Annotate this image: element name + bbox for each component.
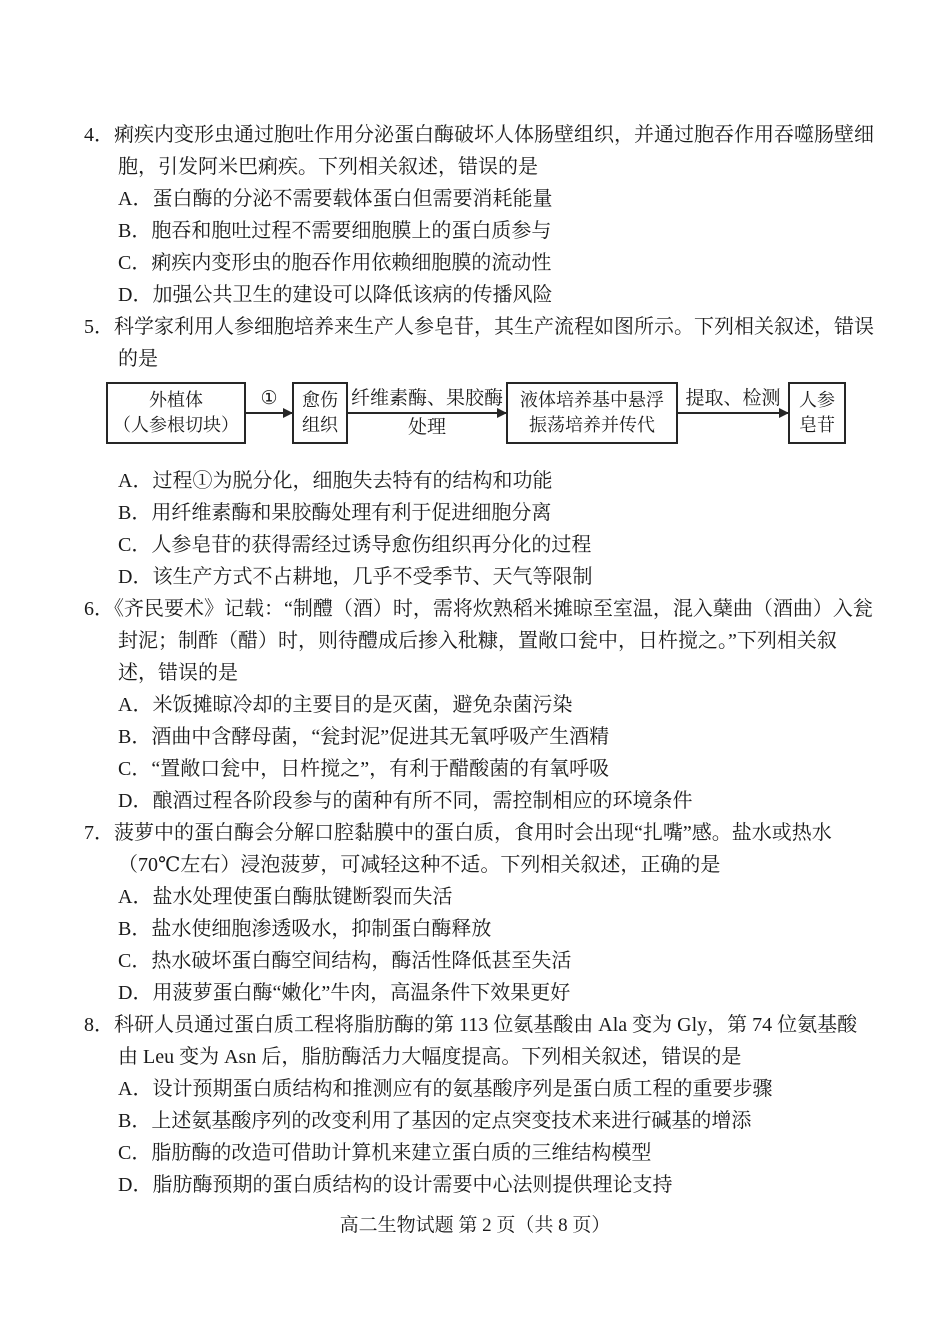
question-5-stem [84, 311, 876, 375]
option-text: 设计预期蛋白质结构和推测应有的氨基酸序列是蛋白质工程的重要步骤 [152, 1078, 773, 1100]
question-6-option-c [84, 753, 876, 785]
flow-box-line: 外植体 [149, 390, 203, 410]
option-label: B． [118, 918, 152, 940]
question-6-number: 6． [84, 598, 114, 620]
question-7-option-d [84, 977, 876, 1009]
option-text: 该生产方式不占耕地，几乎不受季节、天气等限制 [152, 566, 593, 588]
option-label: B． [118, 220, 152, 242]
option-text: 加强公共卫生的建设可以降低该病的传播风险 [152, 284, 553, 306]
option-label: D． [118, 566, 153, 588]
question-6 [84, 593, 876, 817]
option-label: B． [118, 726, 152, 748]
question-8-stem [84, 1009, 876, 1073]
option-text: 酿酒过程各阶段参与的菌种有所不同，需控制相应的环境条件 [152, 790, 693, 812]
question-5-option-a [84, 465, 876, 497]
question-7-option-b [84, 913, 876, 945]
option-text: 脂肪酶预期的蛋白质结构的设计需要中心法则提供理论支持 [152, 1174, 673, 1196]
question-7-stem-text: 菠萝中的蛋白酶会分解口腔黏膜中的蛋白质，食用时会出现“扎嘴”感。盐水或热水（70℃左右）浸泡菠萝，可减轻这种不适。下列相关叙述，正确的是 [114, 822, 832, 876]
question-5-option-d [84, 561, 876, 593]
question-8-number: 8． [84, 1014, 114, 1036]
flow-arrow-1-top-label: ① [260, 388, 278, 409]
question-5-stem-text: 科学家利用人参细胞培养来生产人参皂苷，其生产流程如图所示。下列相关叙述，错误的是 [114, 316, 874, 370]
option-text: 人参皂苷的获得需经过诱导愈伤组织再分化的过程 [151, 534, 592, 556]
question-5-number: 5． [84, 316, 114, 338]
flow-box-line: 皂苷 [799, 415, 835, 435]
flow-box-explant [106, 382, 246, 444]
right-arrow-icon [348, 412, 506, 414]
option-label: C． [118, 252, 152, 274]
option-text: 上述氨基酸序列的改变利用了基因的定点突变技术来进行碱基的增添 [151, 1110, 752, 1132]
option-label: A． [118, 1078, 153, 1100]
option-text: 盐水使细胞渗透吸水，抑制蛋白酶释放 [151, 918, 492, 940]
flow-box-line: 液体培养基中悬浮 [520, 390, 664, 410]
option-label: C． [118, 1142, 152, 1164]
production-flow-diagram [106, 382, 876, 444]
question-8-option-c [84, 1137, 876, 1169]
flow-box-line: 人参 [799, 390, 835, 410]
question-4-number: 4． [84, 124, 114, 146]
flow-box-line: （人参根切块） [113, 415, 239, 435]
option-text: 脂肪酶的改造可借助计算机来建立蛋白质的三维结构模型 [151, 1142, 652, 1164]
question-4-stem-text: 痢疾内变形虫通过胞吐作用分泌蛋白酶破坏人体肠壁组织，并通过胞吞作用吞噬肠壁细胞，引发阿米巴痢疾。下列相关叙述，错误的是 [114, 124, 874, 178]
question-8-option-a [84, 1073, 876, 1105]
option-label: C． [118, 758, 152, 780]
question-7-option-c [84, 945, 876, 977]
flow-arrow-2 [348, 385, 506, 441]
option-label: B． [118, 1110, 152, 1132]
question-4-option-a [84, 183, 876, 215]
option-label: C． [118, 534, 152, 556]
flow-box-line: 组织 [302, 415, 338, 435]
option-label: C． [118, 950, 152, 972]
question-8-stem-text: 科研人员通过蛋白质工程将脂肪酶的第 113 位氨基酸由 Ala 变为 Gly，第 74 位氨基酸由 Leu 变为 Asn 后，脂肪酶活力大幅度提高。下列相关叙述，错误的是 [114, 1014, 858, 1068]
question-5-option-c [84, 529, 876, 561]
flow-box-ginsenoside [788, 382, 846, 444]
option-label: A． [118, 188, 153, 210]
option-text: 热水破坏蛋白酶空间结构，酶活性降低甚至失活 [151, 950, 572, 972]
question-5-option-b [84, 497, 876, 529]
option-text: 过程①为脱分化，细胞失去特有的结构和功能 [152, 470, 553, 492]
flow-box-line: 振荡培养并传代 [529, 415, 655, 435]
option-text: 痢疾内变形虫的胞吞作用依赖细胞膜的流动性 [151, 252, 552, 274]
option-text: “置敞口瓮中，日杵搅之”，有利于醋酸菌的有氧呼吸 [151, 758, 610, 780]
question-4-stem [84, 119, 876, 183]
flow-arrow-2-bottom-label: 处理 [407, 417, 446, 438]
question-7-option-a [84, 881, 876, 913]
right-arrow-icon [246, 412, 292, 414]
page-footer: 高二生物试题 第 2 页（共 8 页） [339, 1215, 611, 1236]
question-6-stem [84, 593, 876, 689]
option-label: A． [118, 694, 153, 716]
option-text: 盐水处理使蛋白酶肽键断裂而失活 [152, 886, 453, 908]
question-4-option-b [84, 215, 876, 247]
question-4 [84, 119, 876, 311]
flow-arrow-3 [678, 385, 788, 441]
flow-arrow-3-top-label: 提取、检测 [685, 388, 781, 409]
exam-page-body [84, 119, 876, 1201]
option-text: 蛋白酶的分泌不需要载体蛋白但需要消耗能量 [152, 188, 553, 210]
question-8-option-d [84, 1169, 876, 1201]
option-label: D． [118, 790, 153, 812]
question-4-option-c [84, 247, 876, 279]
question-6-option-a [84, 689, 876, 721]
option-label: B． [118, 502, 152, 524]
question-6-stem-text: 《齐民要术》记载：“制醴（酒）时，需将炊熟稻米摊晾至室温，混入蘖曲（酒曲）入瓮封泥；制酢（醋）时，则待醴成后掺入秕糠，置敞口瓮中，日杵搅之。”下列相关叙述，错误的是 [114, 598, 873, 684]
question-7 [84, 817, 876, 1009]
flow-arrow-1 [246, 385, 292, 441]
option-text: 胞吞和胞吐过程不需要细胞膜上的蛋白质参与 [151, 220, 552, 242]
option-label: D． [118, 982, 153, 1004]
option-text: 用菠萝蛋白酶“嫩化”牛肉，高温条件下效果更好 [152, 982, 571, 1004]
option-text: 酒曲中含酵母菌，“瓮封泥”促进其无氧呼吸产生酒精 [151, 726, 610, 748]
option-label: D． [118, 284, 153, 306]
option-text: 用纤维素酶和果胶酶处理有利于促进细胞分离 [151, 502, 552, 524]
question-7-stem [84, 817, 876, 881]
flow-box-suspension-culture [506, 382, 678, 444]
question-7-number: 7． [84, 822, 114, 844]
option-text: 米饭摊晾冷却的主要目的是灭菌，避免杂菌污染 [152, 694, 573, 716]
flow-box-line: 愈伤 [302, 390, 338, 410]
right-arrow-icon [678, 412, 788, 414]
question-5 [84, 311, 876, 593]
option-label: A． [118, 886, 153, 908]
option-label: A． [118, 470, 153, 492]
question-4-option-d [84, 279, 876, 311]
option-label: D． [118, 1174, 153, 1196]
flow-box-callus [292, 382, 348, 444]
question-6-option-b [84, 721, 876, 753]
question-8 [84, 1009, 876, 1201]
question-6-option-d [84, 785, 876, 817]
flow-arrow-2-top-label: 纤维素酶、果胶酶 [350, 388, 503, 409]
question-8-option-b [84, 1105, 876, 1137]
